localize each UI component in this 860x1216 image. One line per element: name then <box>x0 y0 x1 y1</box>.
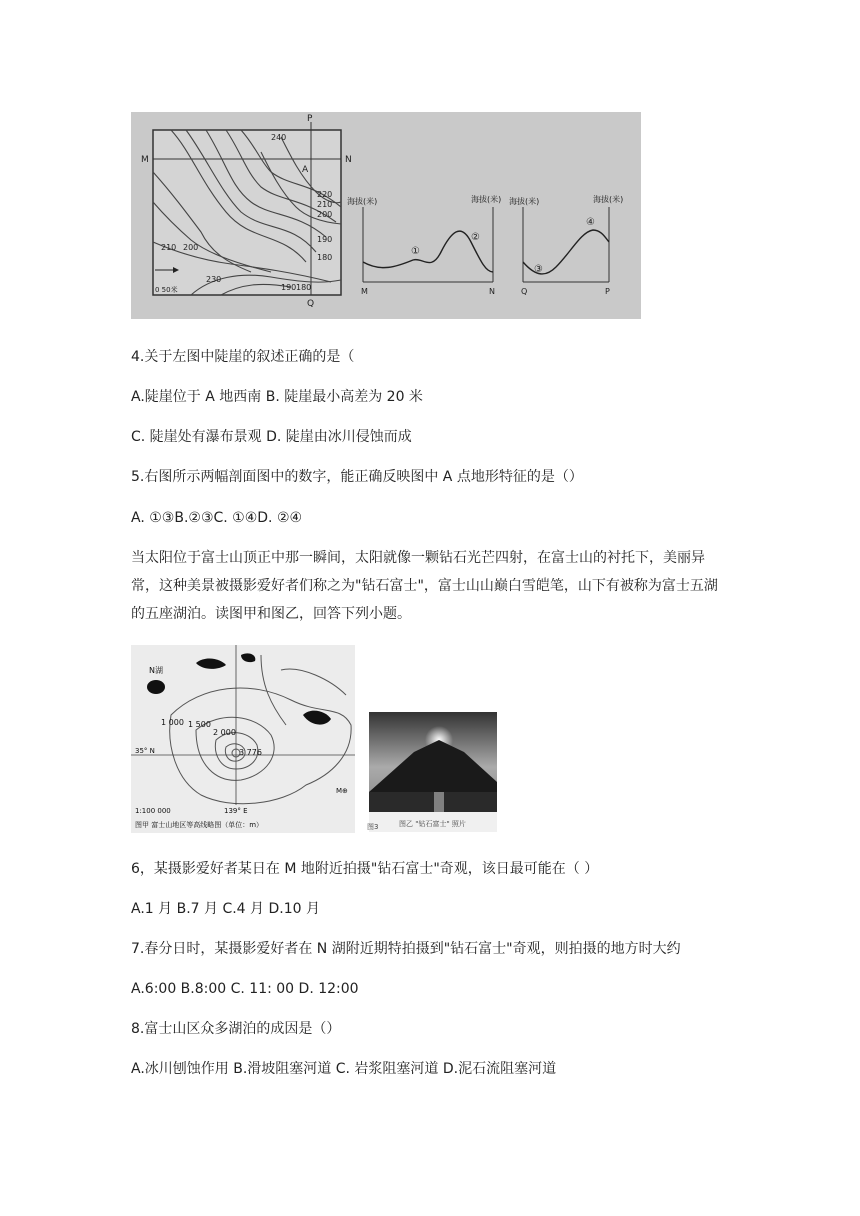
passage-diamond-fuji: 当太阳位于富士山顶正中那一瞬间，太阳就像一颗钻石光芒四射，在富士山的衬托下，美丽异常，这种美景被摄影爱好者们称之为"钻石富士"，富士山山巅白雪皑笔，山下有被称为富士五湖的五座湖泊。读图甲和图乙，回答下列小题。 <box>131 550 718 622</box>
question-5-stem: 5.右图所示两幅剖面图中的数字，能正确反映图中 A 点地形特征的是（） <box>131 469 583 485</box>
figure3-label: 图3 <box>367 823 379 831</box>
profile-m-n <box>347 194 501 296</box>
contour-label: 190 <box>281 283 297 292</box>
map-label-a: A <box>302 165 309 175</box>
profile-start: Q <box>521 287 528 296</box>
profile-mark: ④ <box>586 217 595 228</box>
profile-mark: ③ <box>534 264 543 275</box>
question-4-options-ab: A.陡崖位于 A 地西南 B. 陡崖最小高差为 20 米 <box>131 389 423 405</box>
map-label-n: N <box>345 155 352 165</box>
peak-elevation: 3 776 <box>239 748 262 757</box>
profile-right-label: 海拔(米) <box>471 195 502 204</box>
question-6-options: A.1 月 B.7 月 C.4 月 D.10 月 <box>131 901 320 917</box>
map-label-m: M <box>141 155 149 165</box>
latitude-label: 35° N <box>135 747 155 755</box>
diamond-fuji-photo-figure <box>369 712 497 832</box>
fuji-contour-map-figure <box>131 645 355 833</box>
profile-ylabel: 海拔(米) <box>509 197 540 206</box>
contour-label: 220 <box>317 190 333 199</box>
profile-mark: ② <box>471 232 480 243</box>
contour-label: 1 000 <box>161 718 184 727</box>
map-label-p: P <box>307 114 313 124</box>
contour-map-and-profiles-figure <box>131 112 641 319</box>
question-5-options: A. ①③B.②③C. ①④D. ②④ <box>131 510 303 526</box>
contour-label: 200 <box>183 243 199 252</box>
contour-label: 210 <box>161 243 177 252</box>
profile-q-p <box>509 194 623 296</box>
question-7-options: A.6:00 B.8:00 C. 11: 00 D. 12:00 <box>131 981 359 997</box>
contour-label: 180 <box>296 283 312 292</box>
figure2-caption: 图甲 富士山地区等高线略图（单位：m） <box>135 821 264 829</box>
m-location-label: M⊕ <box>336 787 348 795</box>
map-label-q: Q <box>307 299 315 309</box>
question-6-stem: 6，某摄影爱好者某日在 M 地附近拍摄"钻石富士"奇观，该日最可能在（ ） <box>131 861 599 877</box>
profile-start: M <box>361 287 368 296</box>
contour-label: 1 500 <box>188 720 211 729</box>
profile-mark: ① <box>411 246 420 257</box>
contour-label: 190 <box>317 235 333 244</box>
longitude-label: 139° E <box>224 807 248 815</box>
question-7-stem: 7.春分日时，某摄影爱好者在 N 湖附近期特拍摄到"钻石富士"奇观，则拍摄的地方时大约 <box>131 941 681 957</box>
figure3-caption: 图乙 "钻石富士" 照片 <box>399 820 466 828</box>
map-scale: 1:100 000 <box>135 807 171 815</box>
contour-label: 210 <box>317 200 333 209</box>
contour-label: 240 <box>271 133 287 142</box>
profile-right-label: 海拔(米) <box>593 195 624 204</box>
map-scale: 0 50米 <box>155 286 178 294</box>
question-8-stem: 8.富士山区众多湖泊的成因是（） <box>131 1021 341 1037</box>
question-4-options-cd: C. 陡崖处有瀑布景观 D. 陡崖由冰川侵蚀而成 <box>131 429 412 445</box>
question-4-stem: 4.关于左图中陡崖的叙述正确的是（ <box>131 349 355 365</box>
contour-label: 180 <box>317 253 333 262</box>
profile-end: N <box>489 287 495 296</box>
contour-label: 200 <box>317 210 333 219</box>
question-8-options: A.冰川刨蚀作用 B.滑坡阻塞河道 C. 岩浆阻塞河道 D.泥石流阻塞河道 <box>131 1061 557 1077</box>
profile-end: P <box>605 287 610 296</box>
profile-ylabel: 海拔(米) <box>347 197 378 206</box>
contour-label: 2 000 <box>213 728 236 737</box>
contour-label: 230 <box>206 275 222 284</box>
lake-label: N湖 <box>149 666 163 675</box>
